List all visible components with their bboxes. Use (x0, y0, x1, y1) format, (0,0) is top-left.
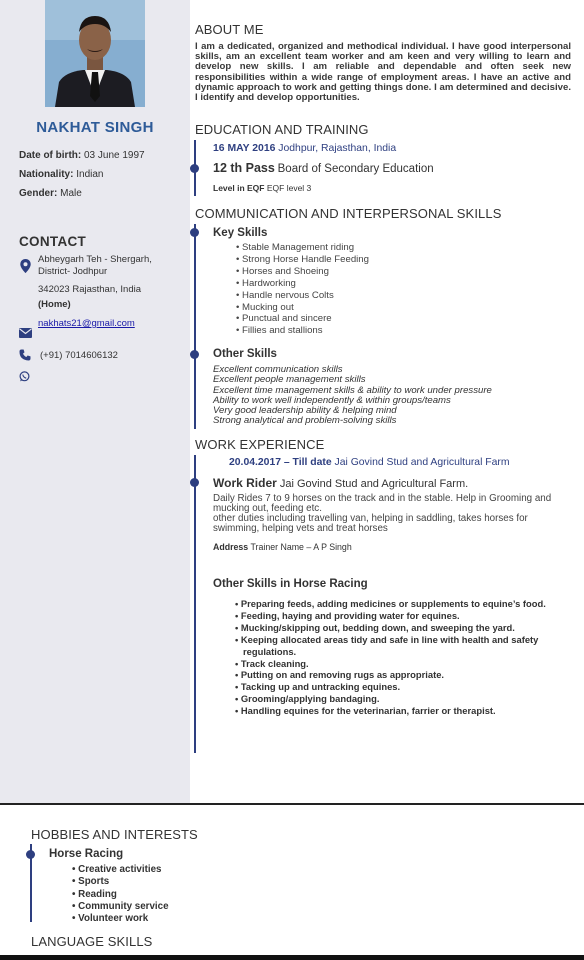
page-divider (0, 803, 584, 805)
work-title: WORK EXPERIENCE (195, 437, 325, 452)
list-item: • Mucking out (236, 302, 369, 314)
gender-row (19, 188, 82, 199)
list-item: • Preparing feeds, adding medicines or supplements to equine’s food. (235, 598, 570, 610)
list-item: • Stable Management riding (236, 242, 369, 254)
profile-photo (45, 0, 145, 107)
nationality-row (19, 169, 103, 180)
email-icon (19, 328, 32, 338)
list-item: • Punctual and sincere (236, 313, 369, 325)
racing-skills-title: Other Skills in Horse Racing (213, 578, 368, 590)
key-skills-list (236, 242, 369, 337)
list-item: • Track cleaning. (235, 658, 570, 670)
work-desc-2: other duties including travelling van, helping in saddling, takes horses for swimming, helping vets and treat horses (213, 513, 528, 535)
work-date-row (229, 457, 510, 468)
list-item: • Handling equines for the veterinarian, farrier or therapist. (235, 705, 570, 717)
list-item: • Fillies and stallions (236, 325, 369, 337)
about-text: I am a dedicated, organized and methodical individual. I have good interpersonal skills, am an excellent team worker and am keen and very willing to learn and develop new skills. I am reliable and dependable and often seek new responsibilities within a wide range of employment areas. I have an active and dynamic approach to work and getting things done. I am determined and decisive. I identify and develop opportunities. (195, 41, 571, 104)
work-address-label: Address (213, 542, 249, 552)
eqf-value: EQF level 3 (266, 183, 312, 193)
list-item: • Feeding, haying and providing water for equines. (235, 610, 570, 622)
list-item: Very good leadership ability & helping mind (213, 405, 397, 417)
education-degree-row (213, 161, 434, 175)
timeline-dot (190, 350, 199, 359)
candidate-name: NAKHAT SINGH (36, 119, 154, 136)
work-date: 20.04.2017 – Till date (229, 457, 332, 468)
address-type: (Home) (38, 299, 71, 310)
communication-title: COMMUNICATION AND INTERPERSONAL SKILLS (195, 206, 502, 221)
education-date-row (213, 143, 396, 154)
list-item: • Strong Horse Handle Feeding (236, 254, 369, 266)
timeline-dot (26, 850, 35, 859)
dob-value: 03 June 1997 (84, 150, 145, 161)
list-item: Excellent people management skills (213, 374, 366, 386)
nationality-value: Indian (76, 169, 104, 180)
page-bottom-edge (0, 955, 584, 960)
timeline-dot (190, 164, 199, 173)
other-skills-title: Other Skills (213, 348, 277, 360)
work-employer: Jai Govind Stud and Agricultural Farm (334, 457, 510, 468)
list-item: • Reading (72, 889, 169, 901)
list-item: • Horses and Shoeing (236, 266, 369, 278)
hobby-main: Horse Racing (49, 848, 124, 860)
timeline-dot (190, 228, 199, 237)
list-item: Ability to work well independently & within groups/teams (213, 394, 451, 406)
education-location: Jodhpur, Rajasthan, India (278, 143, 397, 154)
list-item: Excellent time management skills & ability to work under pressure (213, 384, 492, 396)
contact-title: CONTACT (19, 234, 87, 249)
work-role-row (213, 476, 468, 490)
dob-row (19, 150, 145, 161)
phone-number: (+91) 7014606132 (40, 350, 118, 361)
racing-skills-list (235, 598, 570, 717)
work-timeline (194, 455, 196, 753)
education-degree: 12 th Pass (213, 161, 275, 175)
whatsapp-icon (19, 371, 30, 382)
email-link[interactable]: nakhats21@gmail.com (38, 318, 135, 329)
list-item: • Tacking up and untracking equines. (235, 681, 570, 693)
location-pin-icon (20, 259, 31, 273)
education-date: 16 MAY 2016 (213, 143, 276, 154)
work-desc-1: Daily Rides 7 to 9 horses on the track and in the stable. Help in Grooming and mucking out, feeding etc. (213, 493, 552, 515)
gender-label: Gender: (19, 188, 58, 199)
about-title: ABOUT ME (195, 22, 264, 37)
list-item: • Mucking/skipping out, bedding down, and sweeping the yard. (235, 622, 570, 634)
education-eqf-row (213, 183, 311, 193)
gender-value: Male (60, 188, 82, 199)
other-skills-list (213, 365, 492, 427)
hobbies-list (72, 864, 169, 925)
hobbies-title: HOBBIES AND INTERESTS (31, 827, 198, 842)
list-item: • Creative activities (72, 864, 169, 876)
list-item: Strong analytical and problem-solving skills (213, 415, 397, 427)
address-line-1: Abheygarh Teh - Shergarh, (38, 254, 152, 265)
list-item: • Handle nervous Colts (236, 290, 369, 302)
work-role: Work Rider (213, 476, 277, 490)
sidebar (0, 0, 190, 803)
communication-timeline (194, 224, 196, 429)
education-title: EDUCATION AND TRAINING (195, 122, 369, 137)
list-item: • Keeping allocated areas tidy and safe in line with health and safety regulations. (235, 634, 570, 658)
address-block (38, 254, 152, 311)
education-board: Board of Secondary Education (277, 163, 434, 175)
list-item: • Community service (72, 901, 169, 913)
list-item: • Sports (72, 876, 169, 888)
list-item: • Grooming/applying bandaging. (235, 693, 570, 705)
dob-label: Date of birth: (19, 150, 82, 161)
work-address-row (213, 542, 352, 552)
address-line-3: 342023 Rajasthan, India (38, 284, 141, 295)
key-skills-title: Key Skills (213, 227, 268, 239)
list-item: Excellent communication skills (213, 364, 343, 375)
language-title: LANGUAGE SKILLS (31, 934, 153, 949)
list-item: • Volunteer work (72, 913, 169, 925)
work-address-value: Trainer Name – A P Singh (250, 542, 352, 552)
list-item: • Hardworking (236, 278, 369, 290)
work-role-employer: Jai Govind Stud and Agricultural Farm. (279, 478, 469, 490)
nationality-label: Nationality: (19, 169, 74, 180)
eqf-label: Level in EQF (213, 183, 265, 193)
phone-icon (19, 349, 31, 361)
timeline-dot (190, 478, 199, 487)
list-item: • Putting on and removing rugs as appropriate. (235, 669, 570, 681)
address-line-2: District- Jodhpur (38, 266, 108, 277)
